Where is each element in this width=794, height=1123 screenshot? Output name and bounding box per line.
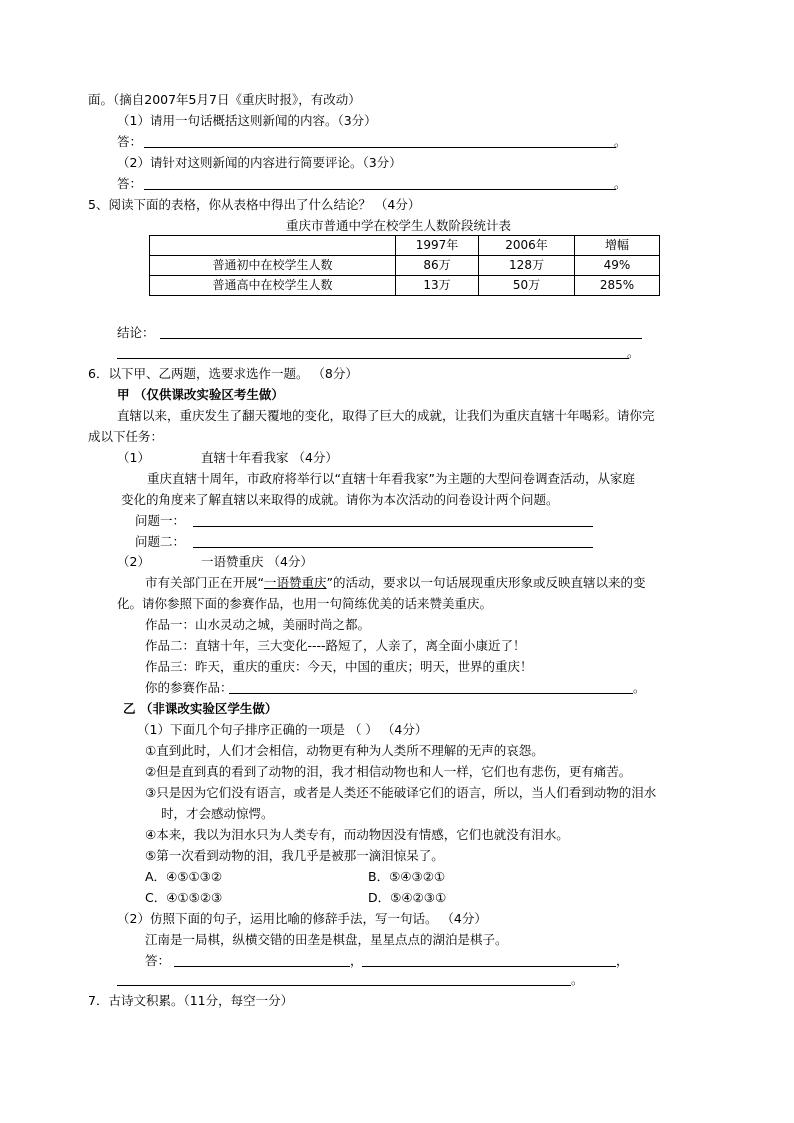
q4-intro: 面。（摘自2007年5月7日《重庆时报》，有改动）: [88, 92, 361, 107]
option-c[interactable]: C．④①⑤②③: [145, 890, 223, 905]
sentence-3-continued: 时，才会感动惊愕。: [161, 806, 274, 821]
q6-jia-task1-desc-1: 重庆直辖十周年，市政府将举行以“直辖十年看我家”为主题的大型问卷调查活动，从家庭: [147, 471, 635, 486]
q4-answer2-line[interactable]: [144, 189, 616, 190]
task2-desc-part: 市有关部门正在开展“: [145, 575, 264, 590]
q6-jia-task2-num: （2）: [117, 554, 150, 569]
q4-answer2-period: 。: [614, 176, 627, 191]
q6-yi-answer-period: 。: [571, 972, 584, 987]
q6-jia-task2-desc-1: [145, 575, 645, 591]
q5-prompt: 5、阅读下面的表格，你从表格中得出了什么结论？ （4分）: [88, 197, 421, 212]
sentence-2: ②但是直到真的看到了动物的泪，我才相信动物也和人一样，它们也有悲伤，更有痛苦。: [145, 764, 632, 779]
q6-yi-answer-label: 答：: [145, 953, 171, 968]
q4-answer1-label: 答：: [117, 134, 143, 149]
q4-sub1: （1）请用一句话概括这则新闻的内容。（3分）: [117, 113, 377, 128]
q4-answer1-line[interactable]: [144, 147, 616, 148]
table-header-cell: 增幅: [575, 236, 660, 256]
q6-jia-task1-num: （1）: [117, 450, 150, 465]
q4-answer2-label: 答：: [117, 176, 143, 191]
q6-jia-title: 甲 （仅供课改实验区考生做）: [117, 387, 284, 402]
table-header-row: [150, 236, 660, 256]
q6-yi-answer-comma2: ，: [616, 953, 629, 968]
q6-jia-task2-desc-2: 化。请你参照下面的参赛作品，也用一句简练优美的话来赞美重庆。: [117, 596, 493, 611]
q6-question2-label: 问题二：: [135, 534, 186, 549]
q5-conclusion-line2[interactable]: [117, 358, 629, 359]
table-header-cell: 1997年: [396, 236, 479, 256]
table-cell: 285%: [575, 276, 660, 296]
sentence-3: ③只是因为它们没有语言，或者是人类还不能破译它们的语言，所以，当人们看到动物的泪水: [145, 785, 657, 800]
your-work-line[interactable]: [229, 693, 633, 694]
q6-yi-answer-line1[interactable]: [174, 966, 350, 967]
table-header-cell: 2006年: [479, 236, 575, 256]
sentence-5: ⑤第一次看到动物的泪，我几乎是被那一滴泪惊呆了。: [145, 848, 444, 863]
stat-table: [149, 235, 660, 296]
table-cell: 128万: [479, 256, 575, 276]
table-cell: 86万: [396, 256, 479, 276]
option-b[interactable]: B．⑤④③②①: [368, 869, 446, 884]
q6-yi-s2-example: 江南是一局棋，纵横交错的田垄是棋盘，星星点点的湖泊是棋子。: [145, 932, 508, 947]
q5-conclusion-label: 结论：: [117, 325, 155, 340]
q4-answer1-period: 。: [614, 134, 627, 149]
sample-work-1: 作品一：山水灵动之城，美丽时尚之都。: [145, 617, 371, 632]
q5-conclusion-line1[interactable]: [160, 338, 642, 339]
option-d[interactable]: D．⑤④②③①: [368, 890, 447, 905]
q4-sub2: （2）请针对这则新闻的内容进行简要评论。（3分）: [117, 155, 402, 170]
table-row: [150, 276, 660, 296]
task2-activity-name: 一语赞重庆: [263, 575, 327, 590]
q6-question1-label: 问题一：: [135, 513, 186, 528]
sample-work-3: 作品三：昨天，重庆的重庆：今天，中国的重庆；明天，世界的重庆！: [145, 659, 533, 674]
q6-yi-title: 乙 （非课改实验区学生做）: [123, 701, 278, 716]
table-cell: 13万: [396, 276, 479, 296]
q6-question2-line[interactable]: [193, 547, 593, 548]
table-cell: 50万: [479, 276, 575, 296]
q6-yi-answer-line3[interactable]: [117, 985, 571, 986]
q6-jia-intro-1: 直辖以来，重庆发生了翻天覆地的变化，取得了巨大的成就，让我们为重庆直辖十年喝彩。请你完: [117, 408, 655, 423]
table-cell: 普通初中在校学生人数: [150, 256, 396, 276]
q6-jia-task1-desc-2: 变化的角度来了解直辖以来取得的成就。请你为本次活动的问卷设计两个问题。: [121, 492, 559, 507]
sentence-4: ④本来，我以为泪水只为人类专有，而动物因没有情感，它们也就没有泪水。: [145, 827, 569, 842]
task2-desc-part: ”的活动，要求以一句话展现重庆形象或反映直辖以来的变: [326, 575, 646, 590]
sentence-1: ①直到此时，人们才会相信，动物更有种为人类所不理解的无声的哀怨。: [145, 743, 544, 758]
sample-work-2: 作品二：直辖十年，三大变化----路短了，人亲了，离全面小康近了！: [145, 638, 526, 653]
q7-prompt: 7．古诗文积累。（11分，每空一分）: [88, 993, 294, 1008]
q5-table-title: 重庆市普通中学在校学生人数阶段统计表: [286, 218, 512, 233]
table-cell: 49%: [575, 256, 660, 276]
table-row: [150, 256, 660, 276]
q6-yi-s1-prompt: （1）下面几个句子排序正确的一项是 （ ） （4分）: [137, 722, 428, 737]
q6-yi-answer-line2[interactable]: [362, 966, 616, 967]
option-a[interactable]: A．④⑤①③②: [145, 869, 223, 884]
q6-yi-answer-comma1: ，: [350, 953, 363, 968]
q6-question1-line[interactable]: [193, 526, 593, 527]
your-work-period: 。: [633, 680, 646, 695]
your-work-label: 你的参赛作品：: [145, 680, 233, 695]
q6-jia-task2-title: 一语赞重庆 （4分）: [201, 554, 313, 569]
q6-yi-s2-prompt: （2）仿照下面的句子，运用比喻的修辞手法，写一句话。 （4分）: [117, 911, 487, 926]
q6-prompt: 6．以下甲、乙两题，选要求选作一题。 （8分）: [88, 366, 358, 381]
table-cell: 普通高中在校学生人数: [150, 276, 396, 296]
table-header-cell: [150, 236, 396, 256]
q6-jia-task1-title: 直辖十年看我家 （4分）: [201, 450, 338, 465]
q5-conclusion-period: 。: [627, 345, 640, 360]
q6-jia-intro-2: 成以下任务：: [88, 429, 164, 444]
